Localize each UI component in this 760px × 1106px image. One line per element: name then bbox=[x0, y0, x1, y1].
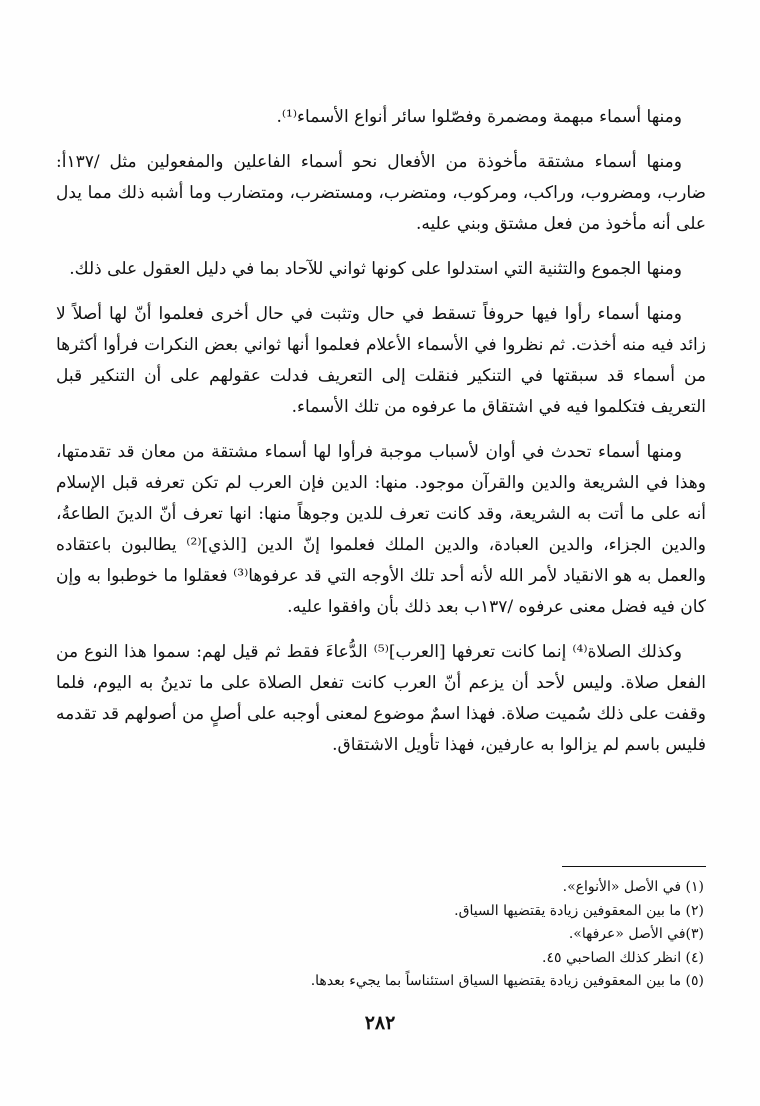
footnote-2: (٢) ما بين المعقوفين زيادة يقتضيها السياق. bbox=[454, 902, 704, 919]
paragraph-3: ومنها الجموع والتثنية التي استدلوا على كونها ثواني للآحاد بما في دليل العقول على ذلك. bbox=[69, 259, 682, 279]
paragraph-4: ومنها أسماء رأوا فيها حروفاً تسقط في حال وتثبت في حال أخرى فعلموا أنّ لها أصلاً لا زائد فيه منه أخذت. ثم نظروا في الأسماء الأعلام فعلموا أنها ثواني بعض النكرات فرأوا أكثرها من أسماء قد سبقتها في التنكير فنقلت إلى التعريف فدلت عقولهم على أن التنكير قبل التعريف فتكلموا فيه في اشتقاق ما عرفوه من تلك الأسماء. bbox=[56, 304, 706, 417]
footnote-1: (١) في الأصل «الأنواع». bbox=[562, 879, 704, 895]
page-number: ٢٨٢ bbox=[364, 1012, 396, 1034]
paragraph-5: ومنها أسماء تحدث في أوان لأسباب موجبة فرأوا لها أسماء مشتقة من معان قد تقدمتها، وهذا في الشريعة والدين والقرآن موجود. منها: الدين فإن العرب لم تكن تعرفه قبل الإسلام أنه على ما أتت به الشريعة، وقد كانت تعرف للدين وجوهاً منها: انها تعرف أنّ الدينَ الطاعةُ، والدين الجزاء، والدين العبادة، والدين الملك فعلموا إنّ الدين [الذي]⁽²⁾ يطالبون باعتقاده والعمل به هو الانقياد لأمر الله لأنه أحد تلك الأوجه التي قد عرفوها⁽³⁾ فعقلوا ما خوطبوا به وإن كان فيه فضل معنى عرفوه /١٣٧ب بعد ذلك بأن وافقوا عليه. bbox=[56, 442, 706, 617]
footnotes bbox=[56, 876, 704, 994]
footnote-3: (٣)في الأصل «عرفها». bbox=[568, 926, 704, 942]
footnote-5: (٥) ما بين المعقوفين زيادة يقتضيها السياق استئناساً بما يجيء بعدها. bbox=[310, 973, 704, 989]
main-text bbox=[56, 102, 706, 775]
paragraph-6: وكذلك الصلاة⁽⁴⁾ إنما كانت تعرفها [العرب]⁽⁵⁾ الدُّعاءَ فقط ثم قيل لهم: سموا هذا النوع من الفعل صلاة. وليس لأحد أن يزعم أنّ العرب كانت تفعل الصلاة على ما تدينُ به اليوم، فلما وقفت على ذلك سُميت صلاة. فهذا اسمٌ موضوع لمعنى أوجبه على أصلٍ من أصولهم قد تقدمه فليس باسم لم يزالوا به عارفين، فهذا تأويل الاشتقاق. bbox=[56, 642, 706, 755]
paragraph-2: ومنها أسماء مشتقة مأخوذة من الأفعال نحو أسماء الفاعلين والمفعولين مثل /١٣٧أ: ضارب، ومضروب، وراكب، ومركوب، ومتضرب، ومستضرب، ومتضارب وما أشبه ذلك مما يدل على أنه مأخوذ من فعل مشتق وبني عليه. bbox=[56, 152, 706, 234]
footnote-divider bbox=[562, 866, 706, 867]
footnote-4: (٤) انظر كذلك الصاحبي ٤٥. bbox=[542, 949, 704, 966]
paragraph-1: ومنها أسماء مبهمة ومضمرة وفصّلوا سائر أنواع الأسماء⁽¹⁾. bbox=[276, 107, 682, 127]
